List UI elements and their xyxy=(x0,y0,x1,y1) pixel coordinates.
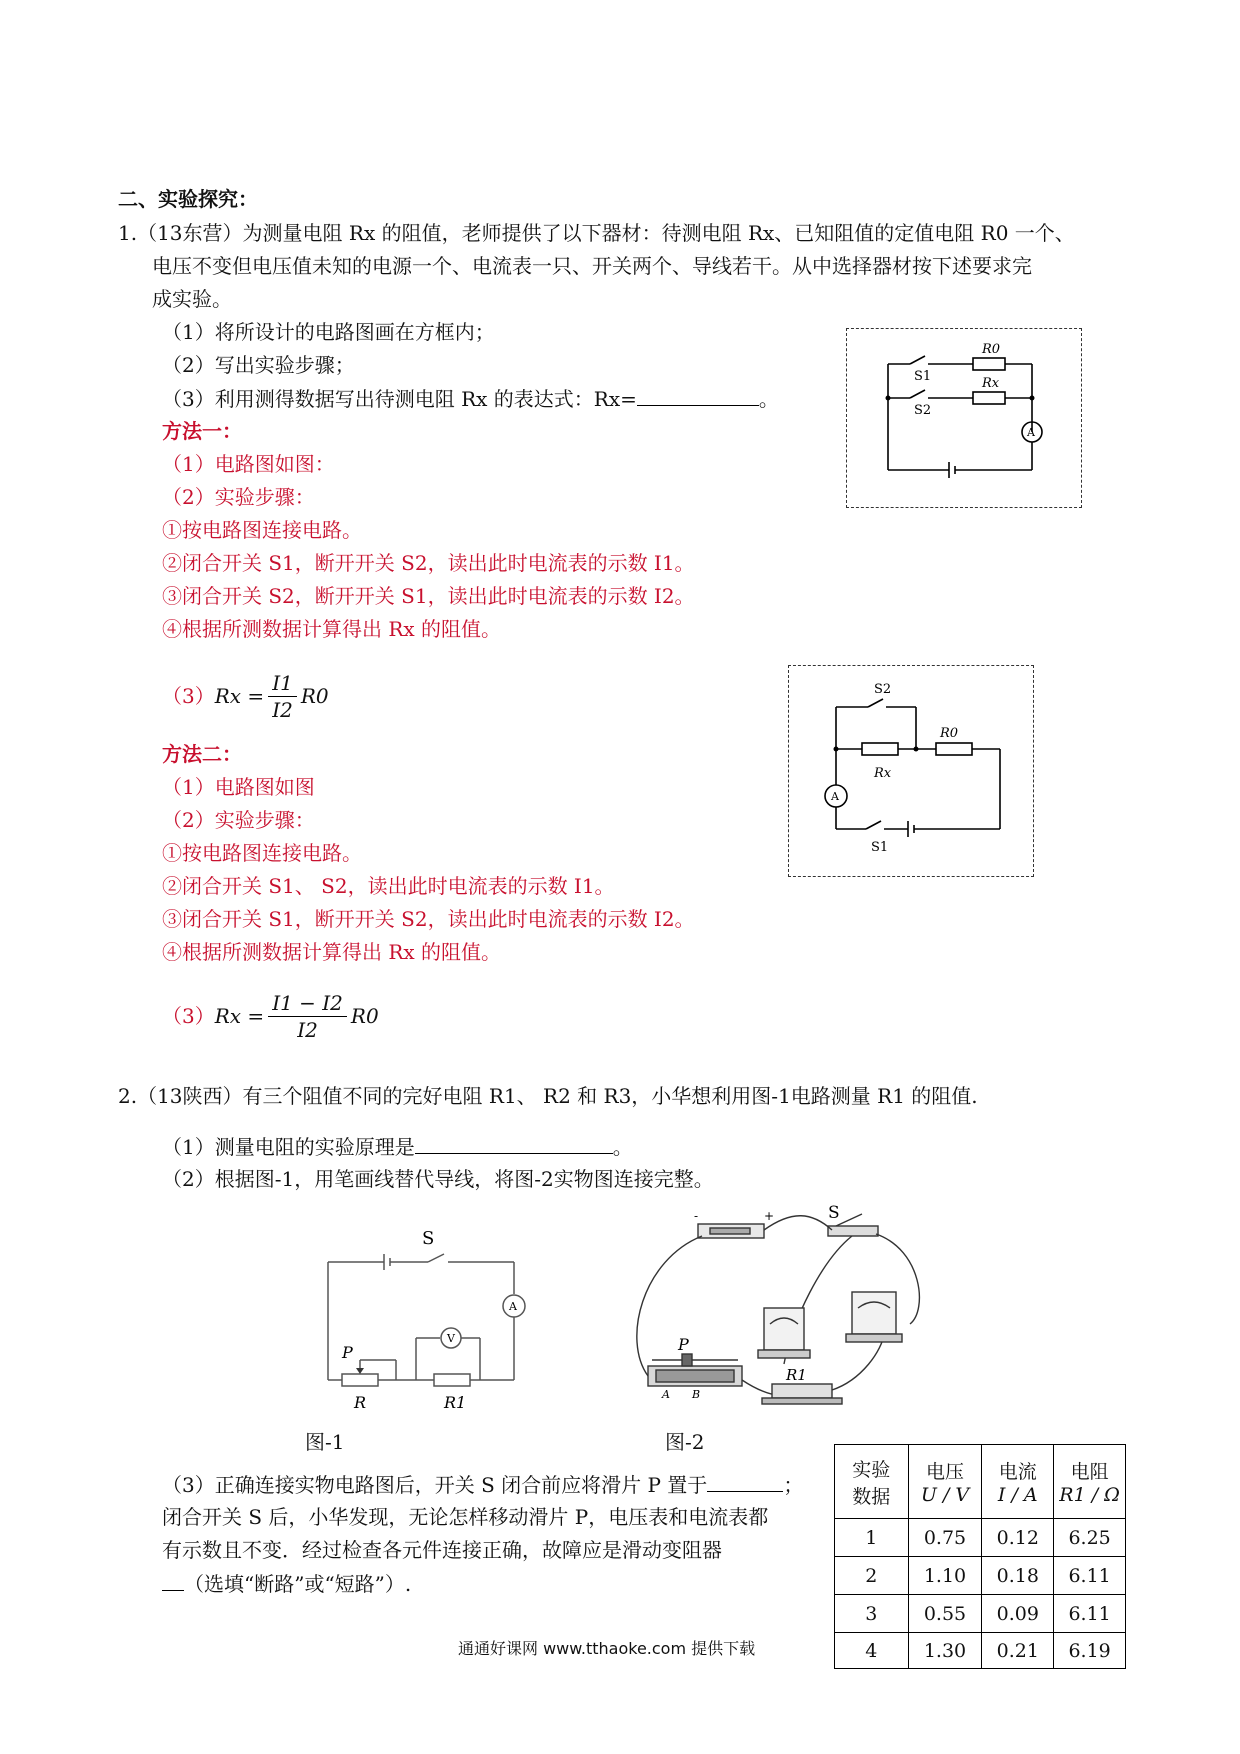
table-cell: 0.21 xyxy=(982,1633,1054,1669)
method2-step-2: ②闭合开关 S1、 S2，读出此时电流表的示数 I1。 xyxy=(162,874,615,898)
method1-title: 方法一： xyxy=(162,419,242,443)
table-header-cell: 实验 数据 xyxy=(835,1445,909,1519)
circuit1-s2-label: S2 xyxy=(914,403,932,418)
table-cell: 6.25 xyxy=(1054,1519,1126,1557)
fig1-slider-label: P xyxy=(342,1343,353,1362)
q2-part3-text1-end: ； xyxy=(783,1473,804,1497)
method2-formula-numerator: I1 − I2 xyxy=(268,990,347,1017)
table-cell: 1.30 xyxy=(908,1633,982,1669)
method2-step-3: ③闭合开关 S1，断开开关 S2，读出此时电流表的示数 I2。 xyxy=(162,907,695,931)
q1-answer-blank[interactable] xyxy=(637,385,759,406)
method1-step-1: ①按电路图连接电路。 xyxy=(162,518,362,542)
table-cell: 6.11 xyxy=(1054,1557,1126,1595)
q2-fault-blank[interactable] xyxy=(162,1570,184,1591)
method2-formula xyxy=(162,984,379,1048)
q2-part3-text4: （选填“断路”或“短路”）. xyxy=(184,1572,412,1596)
circuit1-rx-label: Rx xyxy=(982,376,1000,391)
method1-formula-tail: R0 xyxy=(300,684,329,708)
table-cell: 0.75 xyxy=(908,1519,982,1557)
table-header-cell: 电压 U / V xyxy=(908,1445,982,1519)
table-row xyxy=(835,1519,1126,1557)
method1-step-3: ③闭合开关 S2，断开开关 S1，读出此时电流表的示数 I2。 xyxy=(162,584,695,608)
fig1-r1-label: R1 xyxy=(444,1393,467,1412)
fig1-switch-label: S xyxy=(422,1228,435,1249)
method1-step-circuit: （1）电路图如图： xyxy=(162,452,335,476)
fig2-r1-label: R1 xyxy=(786,1366,807,1384)
q2-part1 xyxy=(162,1133,633,1160)
fig1-voltmeter-label: V xyxy=(447,1332,455,1345)
method2-title: 方法二： xyxy=(162,742,242,766)
figure1-caption: 图-1 xyxy=(305,1430,345,1454)
method2-formula-denominator: I2 xyxy=(297,1017,318,1042)
q2-data-table xyxy=(834,1444,1126,1669)
table-cell: 0.18 xyxy=(982,1557,1054,1595)
method2-step-procedure: （2）实验步骤： xyxy=(162,808,315,832)
circuit2-s1-label: S1 xyxy=(871,840,889,855)
q2-part3-line4 xyxy=(162,1570,411,1597)
q2-part3-line1 xyxy=(162,1471,803,1498)
table-cell: 4 xyxy=(835,1633,909,1669)
table-cell: 0.55 xyxy=(908,1595,982,1633)
q2-part1-end: 。 xyxy=(612,1135,633,1159)
table-cell: 6.19 xyxy=(1054,1633,1126,1669)
method2-formula-lhs: Rx = xyxy=(214,1004,265,1028)
q1-req3-text: （3）利用测得数据写出待测电阻 Rx 的表达式：Rx= xyxy=(162,387,637,411)
figure1-circuit xyxy=(318,1222,548,1418)
table-cell: 0.12 xyxy=(982,1519,1054,1557)
circuit2-diagram xyxy=(788,665,1034,877)
figure2-caption: 图-2 xyxy=(665,1430,705,1454)
method1-step-procedure: （2）实验步骤： xyxy=(162,485,315,509)
method2-step-1: ①按电路图连接电路。 xyxy=(162,841,362,865)
method1-formula-label: （3） xyxy=(162,684,215,708)
table-row xyxy=(835,1595,1126,1633)
circuit2-ammeter-label: A xyxy=(831,790,839,803)
table-cell: 1 xyxy=(835,1519,909,1557)
fig1-ammeter-label: A xyxy=(509,1300,517,1313)
page-footer: 通通好课网 www.tthaoke.com 提供下载 xyxy=(458,1639,756,1658)
table-cell: 6.11 xyxy=(1054,1595,1126,1633)
circuit2-s2-label: S2 xyxy=(874,682,892,697)
method2-formula-tail: R0 xyxy=(350,1004,379,1028)
circuit2-rx-label: Rx xyxy=(874,766,892,781)
fig2-terminal-b-label: B xyxy=(692,1388,701,1401)
figure2-apparatus xyxy=(622,1200,932,1416)
circuit1-ammeter-label: A xyxy=(1027,426,1035,439)
circuit1-s1-label: S1 xyxy=(914,369,932,384)
method1-formula-numerator: I1 xyxy=(268,670,297,697)
circuit1-r0-label: R0 xyxy=(982,342,1001,357)
table-row xyxy=(835,1633,1126,1669)
method2-step-4: ④根据所测数据计算得出 Rx 的阻值。 xyxy=(162,940,502,964)
table-header-row xyxy=(835,1445,1126,1519)
fig2-minus-label: - xyxy=(694,1209,699,1223)
circuit1-diagram xyxy=(846,328,1082,508)
method1-step-2: ②闭合开关 S1，断开开关 S2，读出此时电流表的示数 I1。 xyxy=(162,551,695,575)
q2-slider-position-blank[interactable] xyxy=(707,1471,783,1492)
q2-intro: 2.（13陕西）有三个阻值不同的完好电阻 R1、 R2 和 R3，小华想利用图-1电路测量 R1 的阻值. xyxy=(118,1084,978,1108)
q2-part3-text1: （3）正确连接实物电路图后，开关 S 闭合前应将滑片 P 置于 xyxy=(162,1473,708,1497)
q2-part3-line3: 有示数且不变．经过检查各元件连接正确，故障应是滑动变阻器 xyxy=(162,1538,722,1562)
q1-requirement-2: （2）写出实验步骤； xyxy=(162,353,355,377)
method1-step-4: ④根据所测数据计算得出 Rx 的阻值。 xyxy=(162,617,502,641)
table-cell: 0.09 xyxy=(982,1595,1054,1633)
method1-formula xyxy=(162,666,329,726)
table-header-cell: 电流 I / A xyxy=(982,1445,1054,1519)
fig2-plus-label: + xyxy=(764,1209,775,1223)
q1-intro-line1: 1.（13东营）为测量电阻 Rx 的阻值，老师提供了以下器材：待测电阻 Rx、已知阻值的定值电阻 R0 一个、 xyxy=(118,221,1075,245)
fig2-terminal-a-label: A xyxy=(662,1388,670,1401)
q2-part1-text: （1）测量电阻的实验原理是 xyxy=(162,1135,415,1159)
method2-step-circuit: （1）电路图如图 xyxy=(162,775,315,799)
fig2-switch-label: S xyxy=(828,1203,840,1223)
q1-req3-end: 。 xyxy=(758,387,779,411)
q1-intro-line2: 电压不变但电压值未知的电源一个、电流表一只、开关两个、导线若干。从中选择器材按下述要求完 xyxy=(152,254,1032,278)
table-cell: 1.10 xyxy=(908,1557,982,1595)
q1-requirement-1: （1）将所设计的电路图画在方框内； xyxy=(162,320,495,344)
q2-part3-line2: 闭合开关 S 后，小华发现，无论怎样移动滑片 P，电压表和电流表都 xyxy=(162,1505,769,1529)
section-title: 二、实验探究： xyxy=(118,187,258,211)
method1-formula-denominator: I2 xyxy=(272,697,293,722)
circuit2-r0-label: R0 xyxy=(940,726,959,741)
q1-intro-line3: 成实验。 xyxy=(152,287,232,311)
table-cell: 3 xyxy=(835,1595,909,1633)
table-cell: 2 xyxy=(835,1557,909,1595)
q1-requirement-3 xyxy=(162,385,779,412)
method2-formula-label: （3） xyxy=(162,1004,215,1028)
table-header-cell: 电阻 R1 / Ω xyxy=(1054,1445,1126,1519)
fig1-rheostat-label: R xyxy=(354,1393,367,1412)
table-row xyxy=(835,1557,1126,1595)
fig2-slider-label: P xyxy=(678,1335,689,1354)
method1-formula-lhs: Rx = xyxy=(214,684,265,708)
q2-principle-blank[interactable] xyxy=(415,1133,613,1154)
q2-part2: （2）根据图-1，用笔画线替代导线，将图-2实物图连接完整。 xyxy=(162,1167,714,1191)
